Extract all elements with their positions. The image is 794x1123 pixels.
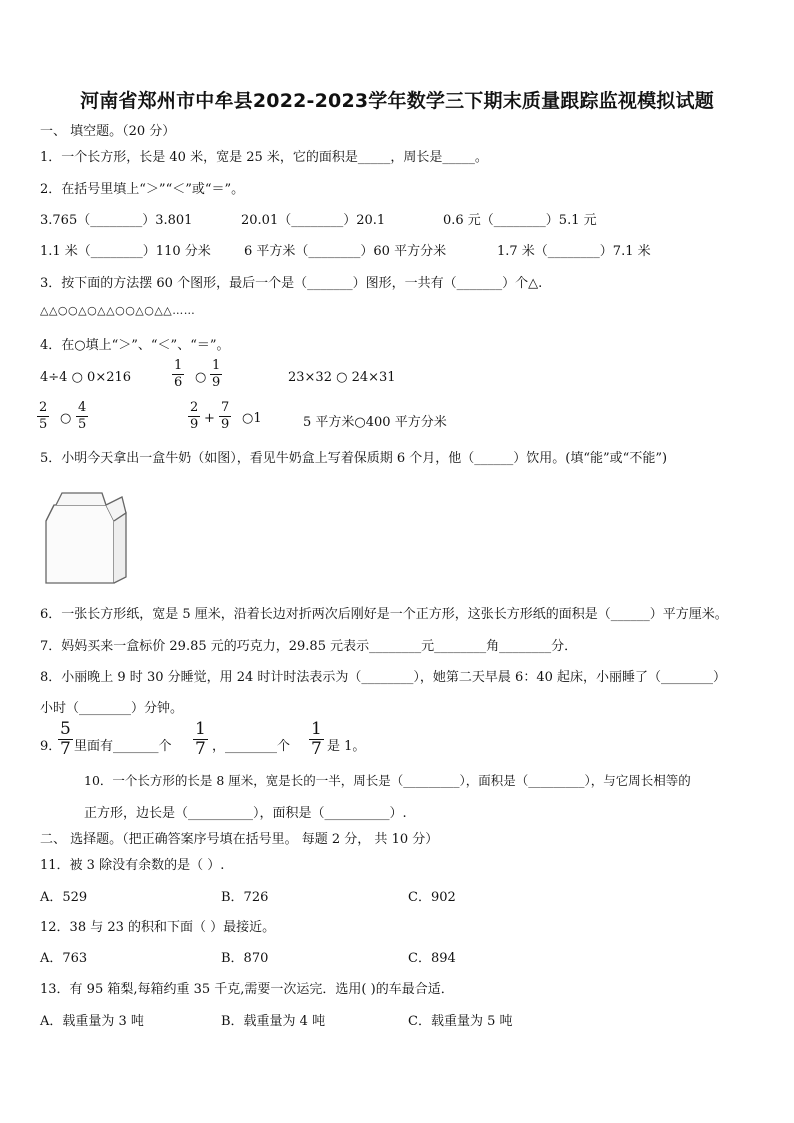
question-4-fraction-1-9 — [210, 358, 222, 391]
question-9-fraction-1-7-b — [309, 720, 324, 759]
numerator: 1 — [174, 358, 183, 373]
question-4-fraction-7-9 — [219, 400, 231, 433]
question-6: 6．一张长方形纸，宽是 5 厘米，沿着长边对折两次后刚好是一个正方形，这张长方形纸的面积是（______）平方厘米。 — [40, 607, 728, 622]
question-12-option-c: C．894 — [408, 951, 456, 966]
numerator: 1 — [311, 719, 322, 739]
question-4-fraction-4-5 — [76, 400, 88, 433]
question-4-fraction-2-5 — [37, 400, 49, 433]
question-9-text-2: ，________个 — [212, 739, 291, 754]
numerator: 2 — [39, 400, 48, 415]
question-13-option-b: B．载重量为 4 吨 — [221, 1014, 326, 1029]
question-13-option-c: C．载重量为 5 吨 — [408, 1014, 513, 1029]
question-4-item-f: 5 平方米○400 平方分米 — [303, 415, 447, 430]
question-12: 12．38 与 23 的积和下面（ ）最接近。 — [40, 920, 276, 935]
denominator: 9 — [190, 417, 199, 432]
question-9-text-3: 是 1。 — [327, 739, 366, 754]
question-2-item-4: 1.1 米（________）110 分米 — [40, 244, 211, 259]
question-12-option-b: B．870 — [221, 951, 269, 966]
question-2-item-1: 3.765（________）3.801 — [40, 213, 193, 228]
question-13-option-a: A．载重量为 3 吨 — [40, 1014, 144, 1029]
question-11-option-b: B．726 — [221, 890, 269, 905]
numerator: 4 — [78, 400, 87, 415]
question-11: 11．被 3 除没有余数的是（ ）. — [40, 858, 225, 873]
question-4-fraction-1-6 — [172, 358, 184, 391]
question-3: 3．按下面的方法摆 60 个图形，最后一个是（_______）图形，一共有（_______）个△. — [40, 276, 543, 291]
compare-circle: ○ — [60, 411, 72, 426]
question-11-option-a: A．529 — [40, 890, 88, 905]
denominator: 7 — [60, 739, 71, 759]
denominator: 7 — [195, 739, 206, 759]
denominator: 7 — [311, 739, 322, 759]
question-8-line-1: 8．小丽晚上 9 时 30 分睡觉，用 24 时计时法表示为（________），她第二天早晨 6：40 起床，小丽睡了（________） — [40, 670, 726, 685]
numerator: 2 — [190, 400, 199, 415]
question-1: 1．一个长方形，长是 40 米，宽是 25 米，它的面积是_____，周长是_____。 — [40, 150, 488, 165]
section2-heading: 二、 选择题。（把正确答案序号填在括号里。 每题 2 分， 共 10 分） — [40, 832, 439, 847]
compare-circle: ○ — [195, 370, 207, 385]
numerator: 7 — [221, 400, 230, 415]
question-9-fraction-1-7-a — [193, 720, 208, 759]
denominator: 5 — [39, 417, 48, 432]
page-title: 河南省郑州市中牟县2022-2023学年数学三下期末质量跟踪监视模拟试题 — [80, 90, 714, 112]
question-10-line-2: 正方形，边长是（__________），面积是（__________）. — [84, 806, 407, 821]
question-8-line-2: 小时（________）分钟。 — [40, 701, 184, 716]
question-11-option-c: C．902 — [408, 890, 456, 905]
question-2-item-5: 6 平方米（________）60 平方分米 — [244, 244, 447, 259]
denominator: 5 — [78, 417, 87, 432]
question-9-fraction-5-7 — [58, 720, 73, 759]
question-4-item-a: 4÷4 ○ 0×216 — [40, 370, 132, 385]
numerator: 1 — [212, 358, 221, 373]
milk-carton-icon — [40, 487, 128, 587]
question-2-item-6: 1.7 米（________）7.1 米 — [497, 244, 651, 259]
question-9-text-1: 里面有_______个 — [74, 739, 172, 754]
question-7: 7．妈妈买来一盒标价 29.85 元的巧克力，29.85 元表示________元________角________分． — [40, 639, 578, 654]
question-9-number: 9． — [40, 739, 62, 754]
question-13: 13．有 95 箱梨,每箱约重 35 千克,需要一次运完．选用( )的车最合适． — [40, 982, 454, 997]
question-10-line-1: 10．一个长方形的长是 8 厘米，宽是长的一半，周长是（_________），面积是（_________），与它周长相等的 — [84, 773, 691, 788]
denominator: 6 — [174, 375, 183, 390]
question-2-item-3: 0.6 元（________）5.1 元 — [443, 213, 597, 228]
question-2: 2．在括号里填上“＞”“＜”或“＝”。 — [40, 182, 245, 197]
question-3-pattern: △△○○△○△△○○△○△△…… — [40, 304, 196, 317]
denominator: 9 — [212, 375, 221, 390]
plus-sign: + — [204, 411, 215, 426]
denominator: 9 — [221, 417, 230, 432]
numerator: 5 — [60, 719, 71, 739]
question-4-item-c: 23×32 ○ 24×31 — [288, 370, 396, 385]
question-4: 4．在○填上“＞”、“＜”、“＝”。 — [40, 338, 230, 353]
numerator: 1 — [195, 719, 206, 739]
question-2-item-2: 20.01（________）20.1 — [241, 213, 386, 228]
question-12-option-a: A．763 — [40, 951, 88, 966]
section1-heading: 一、 填空题。（20 分） — [40, 124, 176, 139]
compare-to-one: ○1 — [242, 411, 262, 426]
question-5: 5．小明今天拿出一盒牛奶（如图），看见牛奶盒上写着保质期 6 个月，他（______）饮用。(填“能”或“不能”) — [40, 451, 668, 466]
question-4-fraction-2-9 — [188, 400, 200, 433]
